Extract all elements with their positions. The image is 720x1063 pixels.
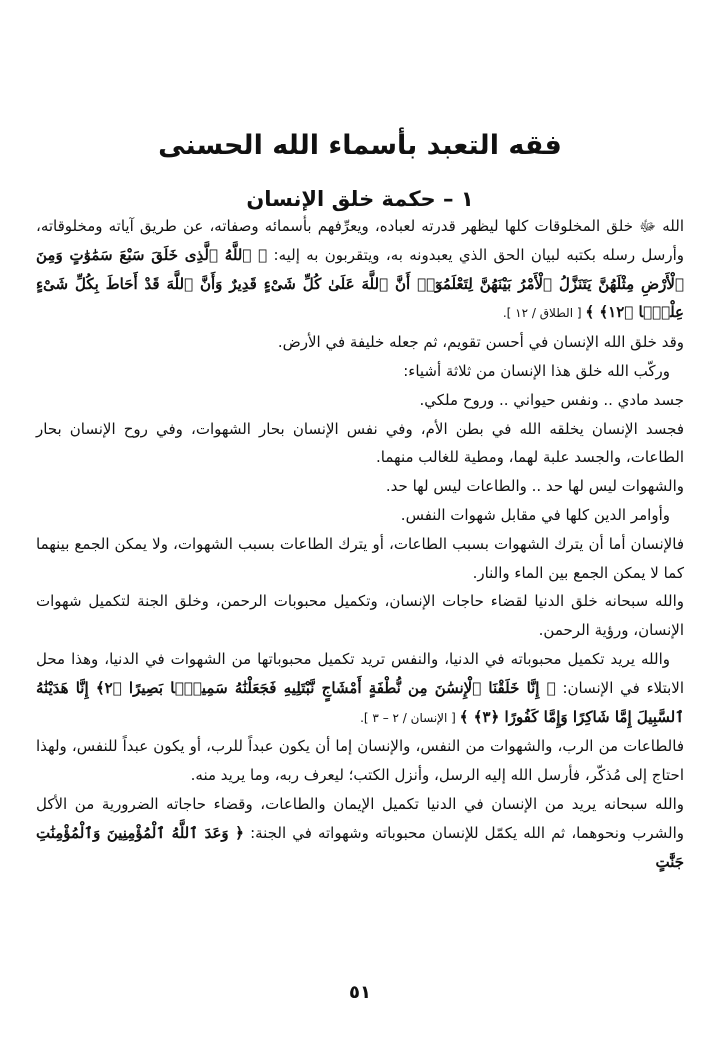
paragraph	[36, 472, 684, 501]
page-number: ٥١	[349, 982, 371, 1003]
paragraph-text: وركّب الله خلق هذا الإنسان من ثلاثة أشياء:	[403, 361, 670, 380]
paragraph	[36, 328, 684, 357]
paragraph	[36, 732, 684, 790]
paragraph	[36, 645, 684, 732]
paragraph	[36, 386, 684, 415]
paragraph	[36, 212, 684, 328]
verse-reference: [ الطلاق / ١٢ ].	[502, 306, 586, 321]
paragraph-text: وأوامر الدين كلها في مقابل شهوات النفس.	[400, 505, 670, 524]
paragraph-text: فالطاعات من الرب، والشهوات من النفس، والإنسان إما أن يكون عبداً للرب، أو يكون عبداً للنفس، ولهذا احتاج إلى مُذكّر، فأرسل الله إليه الرسل، وأنزل الكتب؛ ليعرف ربه، وما يريد منه.	[36, 737, 684, 785]
page-title: فقه التعبد بأسماء الله الحسنى	[158, 130, 562, 162]
section-heading: ١ – حكمة خلق الإنسان	[246, 187, 474, 212]
paragraph-text: الله ﷻ خلق المخلوقات كلها ليظهر قدرته لعباده، ويعرِّفهم بأسمائه وصفاته، عن طريق آياته ومخلوقاته، وأرسل رسله بكتبه لبيان الحق الذي يعبدونه به، ويتقربون به إليه:	[36, 217, 685, 264]
paragraph-text: والشهوات ليس لها حد .. والطاعات ليس لها حد.	[385, 477, 684, 496]
paragraph	[36, 790, 684, 876]
paragraph-text: والله سبحانه يريد من الإنسان في الدنيا تكميل الإيمان والطاعات، وقضاء حاجاته الضرورية من الأكل والشرب ونحوهما، ثم الله يكمّل للإنسان محبوباته وشهواته في الجنة:	[36, 794, 685, 842]
quran-verse: ﴿ إِنَّا خَلَقْنَا ٱلْإِنسَٰنَ مِن نُّطْفَةٍ أَمْشَاجٍ نَّبْتَلِيهِ فَجَعَلْنَٰهُ سَمِيعًۢا بَصِيرًا ﴿٢﴾ إِنَّا هَدَيْنَٰهُ ٱلسَّبِيلَ إِمَّا شَاكِرًا وَإِمَّا كَفُورًا ﴿٣﴾ ﴾	[36, 678, 684, 726]
paragraph-text: وقد خلق الله الإنسان في أحسن تقويم، ثم جعله خليفة في الأرض.	[277, 333, 684, 352]
paragraph-text: والله يريد تكميل محبوباته في الدنيا، والنفس تريد تكميل محبوباتها من الشهوات في الدنيا، وهذا محل الابتلاء في الإنسان:	[36, 649, 684, 697]
paragraph	[36, 587, 684, 645]
quran-verse: ﴿ ٱللَّهُ ٱلَّذِى خَلَقَ سَبْعَ سَمَٰوَٰتٍ وَمِنَ ٱلْأَرْضِ مِثْلَهُنَّ يَتَنَزَّلُ ٱلْأَمْرُ بَيْنَهُنَّ لِتَعْلَمُوٓا۟ أَنَّ ٱللَّهَ عَلَىٰ كُلِّ شَىْءٍ قَدِيرٌ وَأَنَّ ٱللَّهَ قَدْ أَحَاطَ بِكُلِّ شَىْءٍ عِلْمًۢا ﴿١٢﴾ ﴾	[36, 245, 684, 322]
paragraph	[36, 415, 684, 473]
paragraph	[36, 530, 684, 588]
quran-verse: ﴿ وَعَدَ ٱللَّهُ ٱلْمُؤْمِنِينَ وَٱلْمُؤْمِنَٰتِ جَنَّٰتٍ	[36, 823, 684, 871]
paragraph	[36, 501, 684, 530]
paragraph-text: فجسد الإنسان يخلقه الله في بطن الأم، وفي نفس الإنسان بحار الشهوات، وفي روح الإنسان بحار الطاعات، والجسد علبة لهما، ومطية للغالب منهما.	[36, 419, 684, 467]
verse-reference: [ الإنسان / ٢ – ٣ ].	[360, 710, 460, 725]
body-text	[36, 212, 684, 876]
paragraph-text: فالإنسان أما أن يترك الشهوات بسبب الطاعات، أو يترك الطاعات بسبب الشهوات، ولا يمكن الجمع بينهما كما لا يمكن الجمع بين الماء والنار.	[36, 534, 684, 582]
paragraph-text: والله سبحانه خلق الدنيا لقضاء حاجات الإنسان، وتكميل محبوبات الرحمن، وخلق الجنة لتكميل شهوات الإنسان، ورؤية الرحمن.	[36, 592, 684, 640]
paragraph	[36, 357, 684, 386]
paragraph-text: جسد مادي .. ونفس حيواني .. وروح ملكي.	[419, 390, 684, 409]
